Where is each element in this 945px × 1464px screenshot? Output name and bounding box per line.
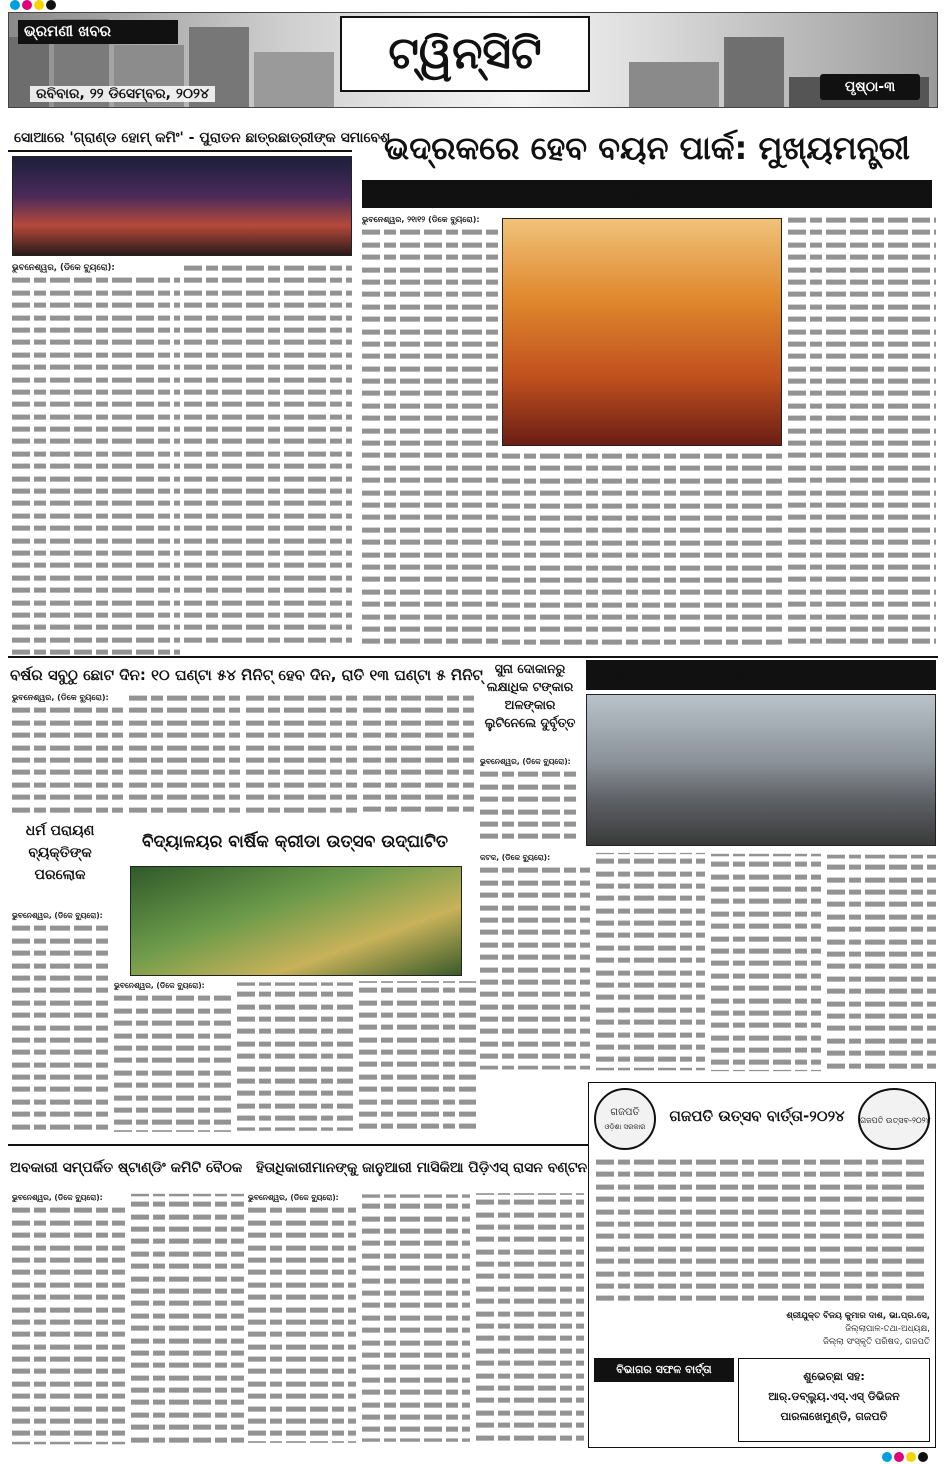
lead-headline: ଭଦ୍ରକରେ ହେବ ବୟନ ପାର୍କ: ମୁଖ୍ୟମନ୍ତ୍ରୀ [384, 129, 910, 167]
sports-photo [130, 866, 462, 976]
magenta-dot-icon [894, 1452, 904, 1462]
jewellery-body [480, 756, 580, 846]
lead-dateline: ଭୁବନେଶ୍ୱର, ୨୧ା୧୨ (ଡିକେ ବ୍ୟୁରୋ): [362, 215, 480, 224]
sports-headline: ବିଦ୍ୟାଳୟର ବାର୍ଷିକ କ୍ରୀଡା ଉତ୍ସବ ଉଦ୍‌ଘାଟିତ [141, 832, 449, 852]
alumni-body [12, 262, 180, 652]
lead-body-col1 [362, 214, 498, 654]
sign-org: ଜିଲ୍ଲା ସଂସ୍କୃତି ପରିଷଦ, ଗଜପତି [823, 1337, 930, 1347]
issue-date: ରବିବାର, ୨୨ ଡିସେମ୍ବର, ୨୦୨୪ [30, 86, 215, 102]
sports-body [114, 980, 476, 1142]
obituary-dateline: ଭୁବନେଶ୍ୱର, (ଡିକେ ବ୍ୟୁରୋ): [12, 911, 103, 920]
brand-logo: ଭ୍ରମଣୀ ଖବର [18, 20, 178, 44]
lead-body-col3 [642, 450, 782, 654]
jewellery-dateline: ଭୁବନେଶ୍ୱର, (ଡିକେ ବ୍ୟୁରୋ): [480, 757, 571, 766]
festival-photo [586, 694, 936, 846]
cyan-dot-icon [10, 0, 20, 10]
obituary-body [12, 910, 108, 1142]
sign-title: ଜିଲ୍ଲାପାଳ-ତଥା-ଅଧ୍ୟକ୍ଷ, [845, 1324, 930, 1334]
shortest-day-body [12, 692, 474, 818]
gajapati-emblem-left [594, 1088, 656, 1150]
yellow-dot-icon [906, 1452, 916, 1462]
yellow-dot-icon [34, 0, 44, 10]
emblem-right-label: ଗଜପତି ଉତ୍ସବ-୨୦୨୪ [860, 1116, 931, 1125]
footer-greeting: ଶୁଭେଚ୍ଛା ସହ: [803, 1370, 865, 1383]
page-number-badge: ପୃଷ୍ଠା-୩ [820, 74, 920, 100]
section-divider-2 [8, 1144, 588, 1146]
sports-dateline: ଭୁବନେଶ୍ୱର, (ଡିକେ ବ୍ୟୁରୋ): [114, 981, 205, 990]
gajapati-signature [730, 1310, 930, 1349]
ad-footer-right [738, 1358, 930, 1442]
cmyk-registration-bottom [882, 1452, 928, 1462]
emblem-left-sub: ଓଡ଼ିଶା ସରକାର [604, 1123, 646, 1131]
lead-subhead: ପ୍ରଧାନମନ୍ତ୍ରୀ ଓ ମୁଖ୍ୟମନ୍ତ୍ରୀଙ୍କୁ ଧନ୍ୟବାଦ ଦେଲେ ସୂର୍ଯ୍ୟବଂଶୀ ସୂରଜ [362, 180, 932, 208]
shortest-day-dateline: ଭୁବନେଶ୍ୱର, (ଡିକେ ବ୍ୟୁରୋ): [12, 693, 109, 702]
excise-dateline: ଭୁବନେଶ୍ୱର, (ଡିକେ ବ୍ୟୁରୋ): [12, 1193, 103, 1202]
section-divider [8, 656, 938, 658]
jewellery-headline: ସୁନା ଦୋକାନରୁ ଲକ୍ଷାଧିକ ଟଙ୍କାର ଅଳଙ୍କାର ଲୁଟିନେଲେ ଦୁର୍ବୃତ୍ତ [484, 661, 576, 730]
alumni-photo [12, 156, 352, 256]
gajapati-emblem-right [858, 1088, 930, 1150]
excise-headline: ଅବକାରୀ ସମ୍ପର୍କିତ ଷ୍ଟାଣ୍ଡିଂ କମିଟି ବୈଠକ [10, 1160, 243, 1176]
black-dot-icon [46, 0, 56, 10]
pds-body [248, 1192, 584, 1450]
chief-minister-photo [502, 218, 782, 446]
pds-headline: ହିତାଧିକାରୀମାନଙ୍କୁ ଜାନୁଆରୀ ମାସିକିଆ ପିଡ଼ିଏସ୍ ରାସନ ବଣ୍ଟନ [256, 1160, 588, 1176]
black-dot-icon [918, 1452, 928, 1462]
festival-dateline: କଟକ, (ଡିକେ ବ୍ୟୁରୋ): [480, 853, 551, 862]
festival-headline: ଶୀତ ସକାଳରେ ମନୋରଞ୍ଜନ କରିବ 'କଟକ ପଥୋତ୍ସବ' [586, 660, 936, 690]
gajapati-title: ଗଜପତି ଉତ୍ସବ ବାର୍ତ୍ତା-୨୦୨୪ [669, 1107, 845, 1125]
ad-footer-left: ବିଭାଗର ସଫଳ ବାର୍ତ୍ତା [594, 1358, 734, 1382]
lead-body-col2 [502, 450, 638, 654]
alumni-body-col2 [184, 262, 352, 652]
footer-division: ଆର୍.ଡବ୍ଲ୍ୟୁ.ଏସ୍.ଏସ୍ ଡିଭିଜନ [768, 1390, 900, 1403]
excise-body [12, 1192, 244, 1450]
cyan-dot-icon [882, 1452, 892, 1462]
footer-location: ପାରଳାଖେମୁଣ୍ଡି, ଗଜପତି [780, 1410, 888, 1423]
lead-body-col4 [788, 214, 936, 654]
section-title: ଟ୍ୱିନ୍‌ସିଟି [340, 16, 590, 92]
cmyk-registration-top [10, 0, 56, 10]
shortest-day-headline: ବର୍ଷର ସବୁଠୁ ଛୋଟ ଦିନ: ୧୦ ଘଣ୍ଟା ୫୪ ମିନିଟ୍ ହେବ ଦିନ, ରାତି ୧୩ ଘଣ୍ଟା ୫ ମିନିଟ୍ [10, 666, 483, 684]
alumni-dateline: ଭୁବନେଶ୍ୱର, (ଡିକେ ବ୍ୟୁରୋ): [12, 263, 115, 273]
emblem-left-label: ଗଜପତି [610, 1107, 640, 1118]
pds-dateline: ଭୁବନେଶ୍ୱର, (ଡିକେ ବ୍ୟୁରୋ): [248, 1193, 339, 1202]
sign-name: ଶ୍ରୀଯୁକ୍ତ ବିଜୟ କୁମାର ଦାଶ, ଭା.ପ୍ର.ସେ, [786, 1311, 930, 1321]
alumni-headline: ସୋଆରେ 'ଗ୍ରାଣ୍ଡ ହୋମ୍ କମିଂ' - ପୁରାତନ ଛାତ୍ରଛାତ୍ରୀଙ୍କ ସମାବେଶ [8, 124, 352, 152]
magenta-dot-icon [22, 0, 32, 10]
obituary-headline: ଧର୍ମ ପରାୟଣ ବ୍ୟକ୍ତିଙ୍କ ପରଲୋକ [25, 823, 95, 883]
gajapati-body [596, 1156, 928, 1306]
